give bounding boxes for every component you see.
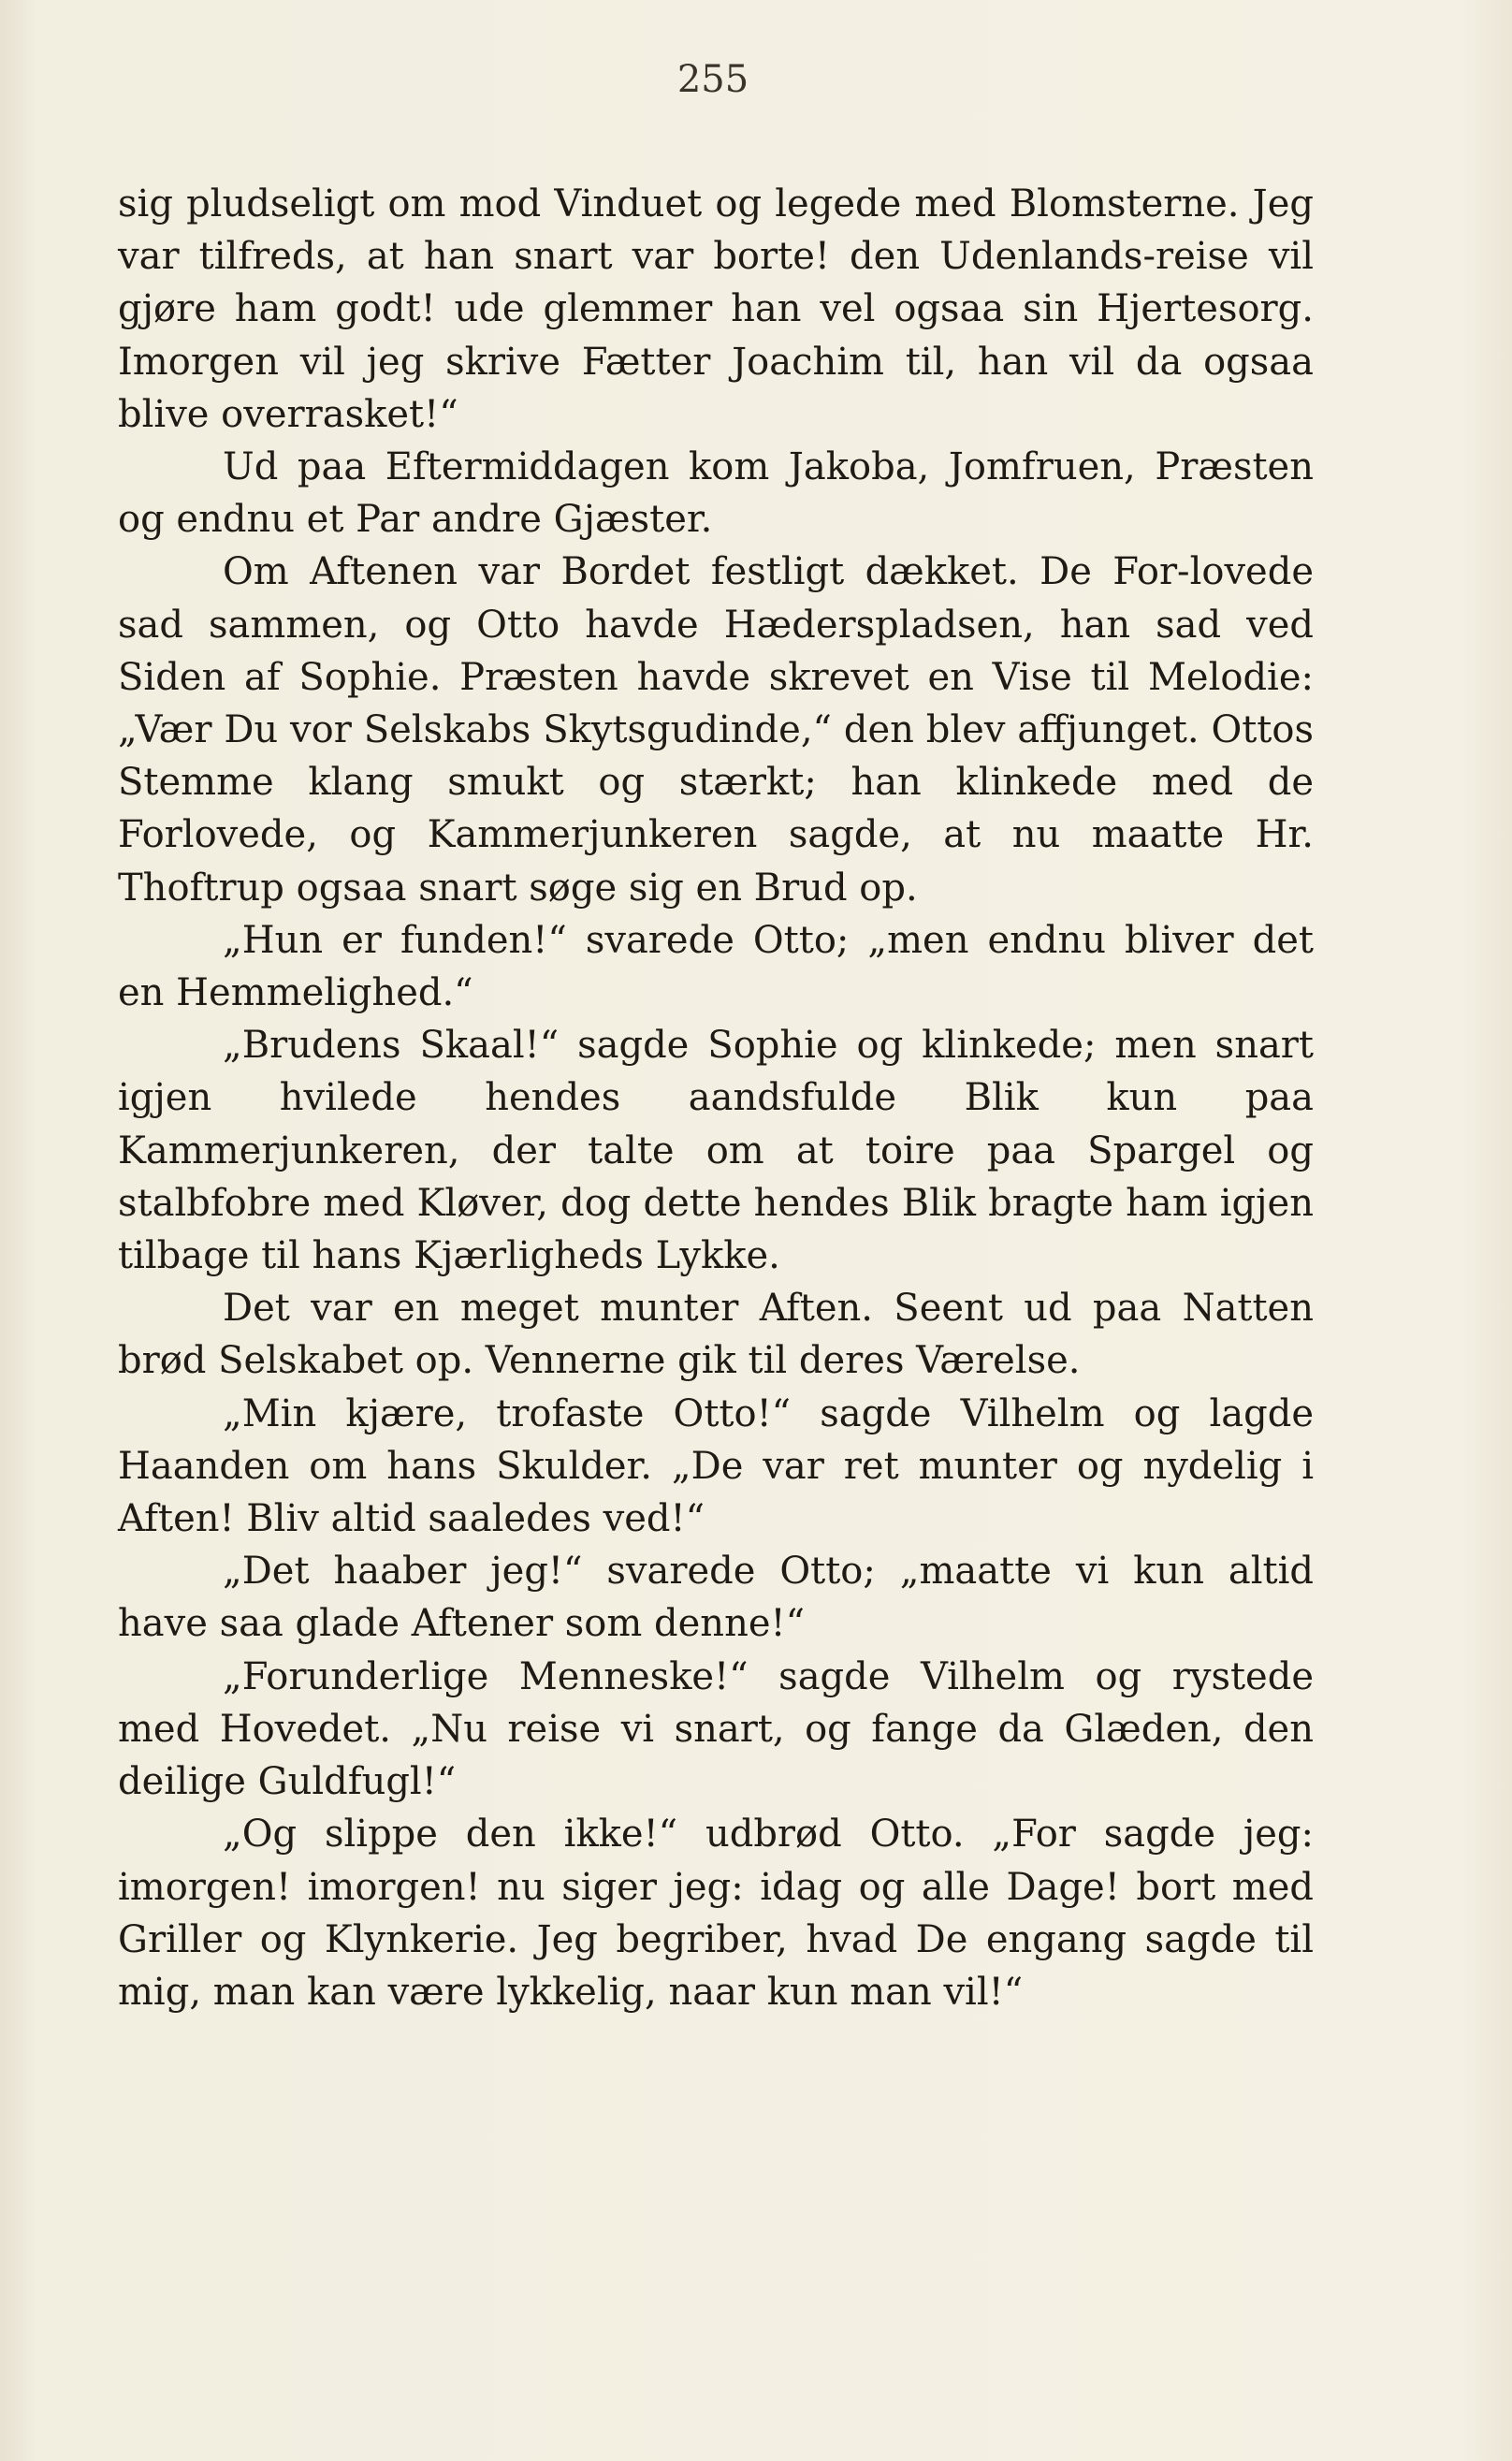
paragraph: „Brudens Skaal!“ sagde Sophie og klinkede; men snart igjen hvilede hendes aandsfulde Blik kun paa Kammerjunkeren, der talte om at toire paa Spargel og stalbfobre med Kløver, dog dette hendes Blik bragte ham igjen tilbage til hans Kjærligheds Lykke.	[118, 1024, 1314, 1278]
page-number: 255	[676, 58, 749, 101]
paragraph: „Min kjære, trofaste Otto!“ sagde Vilhelm og lagde Haanden om hans Skulder. „De var ret munter og nydelig i Aften! Bliv altid saaledes ved!“	[118, 1391, 1314, 1541]
paragraph: „Og slippe den ikke!“ udbrød Otto. „For sagde jeg: imorgen! imorgen! nu siger jeg: idag og alle Dage! bort med Griller og Klynkerie. Jeg begriber, hvad De engang sagde til mig, man kan være lykkelig, naar kun man vil!“	[118, 1813, 1314, 2014]
body-text	[118, 178, 1314, 2018]
paragraph: „Hun er funden!“ svarede Otto; „men endnu bliver det en Hemmelighed.“	[118, 918, 1314, 1015]
paragraph: „Forunderlige Menneske!“ sagde Vilhelm og rystede med Hovedet. „Nu reise vi snart, og fange da Glæden, den deilige Guldfugl!“	[118, 1654, 1314, 1804]
paragraph: sig pludseligt om mod Vinduet og legede med Blomsterne. Jeg var tilfreds, at han snart var borte! den Udenlands-reise vil gjøre ham godt! ude glemmer han vel ogsaa sin Hjertesorg. Imorgen vil jeg skrive Fætter Joachim til, han vil da ogsaa blive overrasket!“	[118, 182, 1314, 436]
paragraph: Det var en meget munter Aften. Seent ud paa Natten brød Selskabet op. Vennerne gik til deres Værelse.	[118, 1287, 1314, 1383]
paragraph: Om Aftenen var Bordet festligt dækket. De For-lovede sad sammen, og Otto havde Hæderspladsen, han sad ved Siden af Sophie. Præsten havde skrevet en Vise til Melodie: „Vær Du vor Selskabs Skytsgudinde,“ den blev affjunget. Ottos Stemme klang smukt og stærkt; han klinkede med de Forlovede, og Kammerjunkeren sagde, at nu maatte Hr. Thoftrup ogsaa snart søge sig en Brud op.	[118, 550, 1314, 910]
paragraph: „Det haaber jeg!“ svarede Otto; „maatte vi kun altid have saa glade Aftener som denne!“	[118, 1550, 1314, 1646]
paragraph: Ud paa Eftermiddagen kom Jakoba, Jomfruen, Præsten og endnu et Par andre Gjæster.	[118, 445, 1314, 542]
